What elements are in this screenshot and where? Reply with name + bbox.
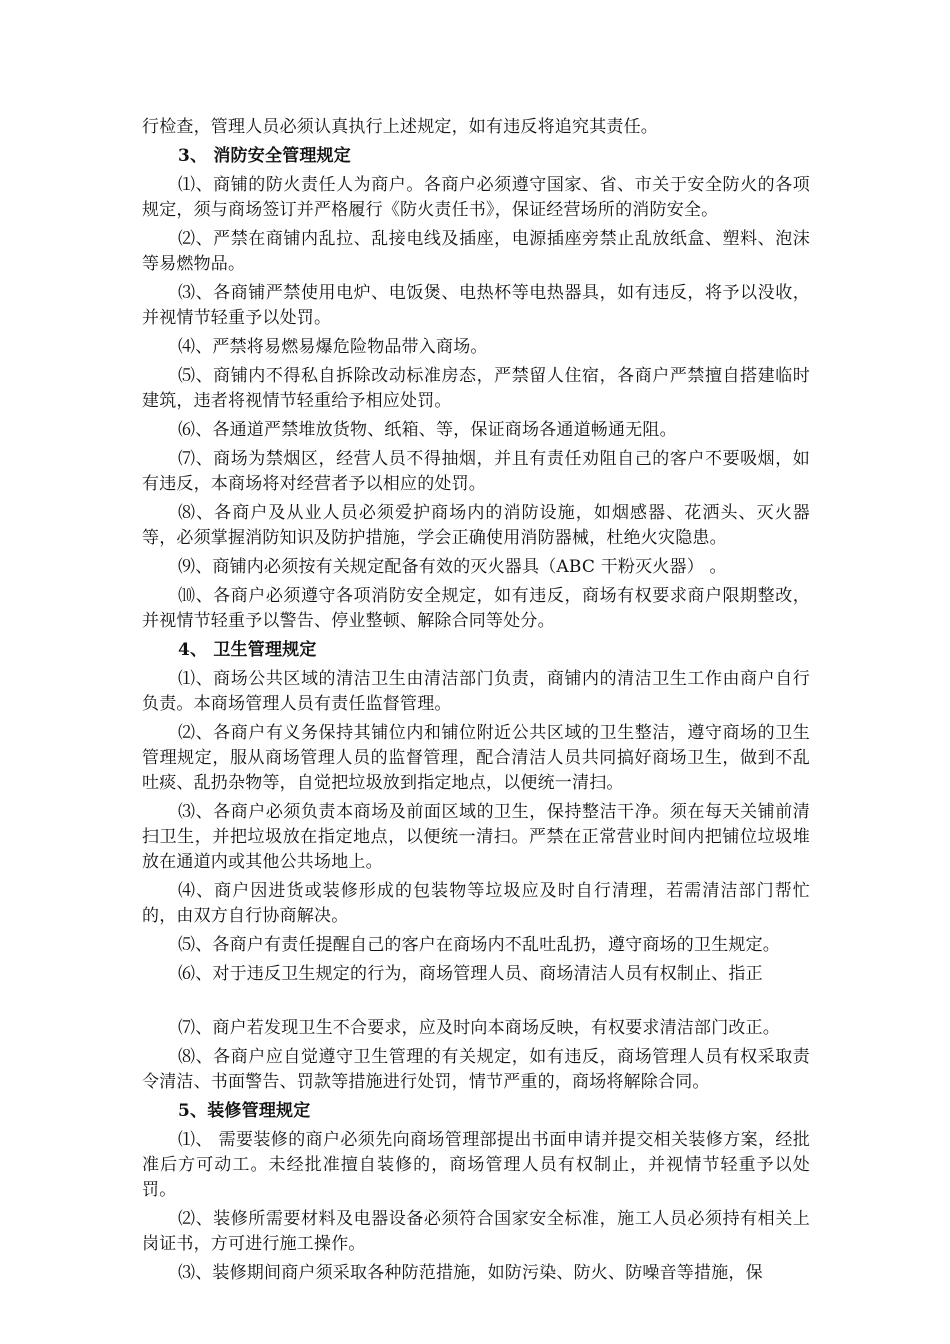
sanitation-rule-4: ⑷、商户因进货或装修形成的包装物等垃圾应及时自行清理，若需清洁部门帮忙的，由双方自行协商解决。 — [142, 881, 810, 926]
fire-rule-7: ⑺、商场为禁烟区，经营人员不得抽烟，并且有责任劝阻自己的客户不要吸烟，如有违反，本商场将对经营者予以相应的处罚。 — [142, 449, 810, 494]
renovation-rule-3: ⑶、装修期间商户须采取各种防范措施，如防污染、防火、防噪音等措施，保 — [178, 1263, 763, 1283]
fire-rule-8: ⑻、各商户及从业人员必须爱护商场内的消防设施，如烟感器、花洒头、灭火器等，必须掌握消防知识及防护措施，学会正确使用消防器械，杜绝火灾隐患。 — [142, 503, 810, 548]
fire-rule-10: ⑽、各商户必须遵守各项消防安全规定，如有违反，商场有权要求商户限期整改，并视情节轻重予以警告、停业整顿、解除合同等处分。 — [142, 586, 810, 631]
blank-line — [142, 991, 810, 1016]
fire-rule-6: ⑹、各通道严禁堆放货物、纸箱、等，保证商场各通道畅通无阻。 — [178, 420, 677, 440]
renovation-rule-1: ⑴、 需要装修的商户必须先向商场管理部提出书面申请并提交相关装修方案，经批准后方可动工。未经批准擅自装修的，商场管理人员有权制止，并视情节轻重予以处罚。 — [142, 1130, 810, 1200]
sanitation-rule-3: ⑶、各商户必须负责本商场及前面区域的卫生，保持整洁干净。须在每天关铺前清扫卫生，并把垃圾放在指定地点，以便统一清扫。严禁在正常营业时间内把铺位垃圾堆放在通道内或其他公共场地上。 — [142, 802, 810, 872]
section-heading-renovation: 5、装修管理规定 — [178, 1101, 311, 1121]
sanitation-rule-2: ⑵、各商户有义务保持其铺位内和铺位附近公共区域的卫生整洁，遵守商场的卫生管理规定，服从商场管理人员的监督管理，配合清洁人员共同搞好商场卫生，做到不乱吐痰、乱扔杂物等，自觉把垃圾放到指定地点，以便统一清扫。 — [142, 723, 810, 793]
sanitation-rule-6: ⑹、对于违反卫生规定的行为，商场管理人员、商场清洁人员有权制止、指正 — [178, 964, 763, 984]
section-heading-fire-safety: 3、 消防安全管理规定 — [178, 146, 351, 166]
sanitation-rule-7: ⑺、商户若发现卫生不合要求，应及时向本商场反映，有权要求清洁部门改正。 — [178, 1018, 780, 1038]
fire-rule-9: ⑼、商铺内必须按有关规定配备有效的灭火器具（ABC 干粉灭火器） 。 — [178, 557, 727, 577]
section-heading-sanitation: 4、 卫生管理规定 — [178, 640, 317, 660]
fire-rule-1: ⑴、商铺的防火责任人为商户。各商户必须遵守国家、省、市关于安全防火的各项规定，须与商场签订并严格履行《防火责任书》，保证经营场所的消防安全。 — [142, 175, 810, 220]
fire-rule-5: ⑸、商铺内不得私自拆除改动标准房态，严禁留人住宿，各商户严禁擅自搭建临时建筑，违者将视情节轻重给予相应处罚。 — [142, 366, 810, 411]
fire-rule-2: ⑵、严禁在商铺内乱拉、乱接电线及插座，电源插座旁禁止乱放纸盒、塑料、泡沫等易燃物品。 — [142, 229, 810, 274]
fire-rule-3: ⑶、各商铺严禁使用电炉、电饭煲、电热杯等电热器具，如有违反，将予以没收，并视情节轻重予以处罚。 — [142, 283, 810, 328]
renovation-rule-2: ⑵、装修所需要材料及电器设备必须符合国家安全标准，施工人员必须持有相关上岗证书，方可进行施工操作。 — [142, 1209, 810, 1254]
document-body — [142, 115, 810, 1290]
paragraph-continuation: 行检查，管理人员必须认真执行上述规定，如有违反将追究其责任。 — [142, 117, 658, 137]
sanitation-rule-5: ⑸、各商户有责任提醒自己的客户在商场内不乱吐乱扔，遵守商场的卫生规定。 — [178, 935, 780, 955]
fire-rule-4: ⑷、严禁将易燃易爆危险物品带入商场。 — [178, 337, 488, 357]
sanitation-rule-1: ⑴、商场公共区域的清洁卫生由清洁部门负责，商铺内的清洁卫生工作由商户自行负责。本商场管理人员有责任监督管理。 — [142, 669, 810, 714]
sanitation-rule-8: ⑻、各商户应自觉遵守卫生管理的有关规定，如有违反，商场管理人员有权采取责令清洁、书面警告、罚款等措施进行处罚，情节严重的，商场将解除合同。 — [142, 1047, 810, 1092]
